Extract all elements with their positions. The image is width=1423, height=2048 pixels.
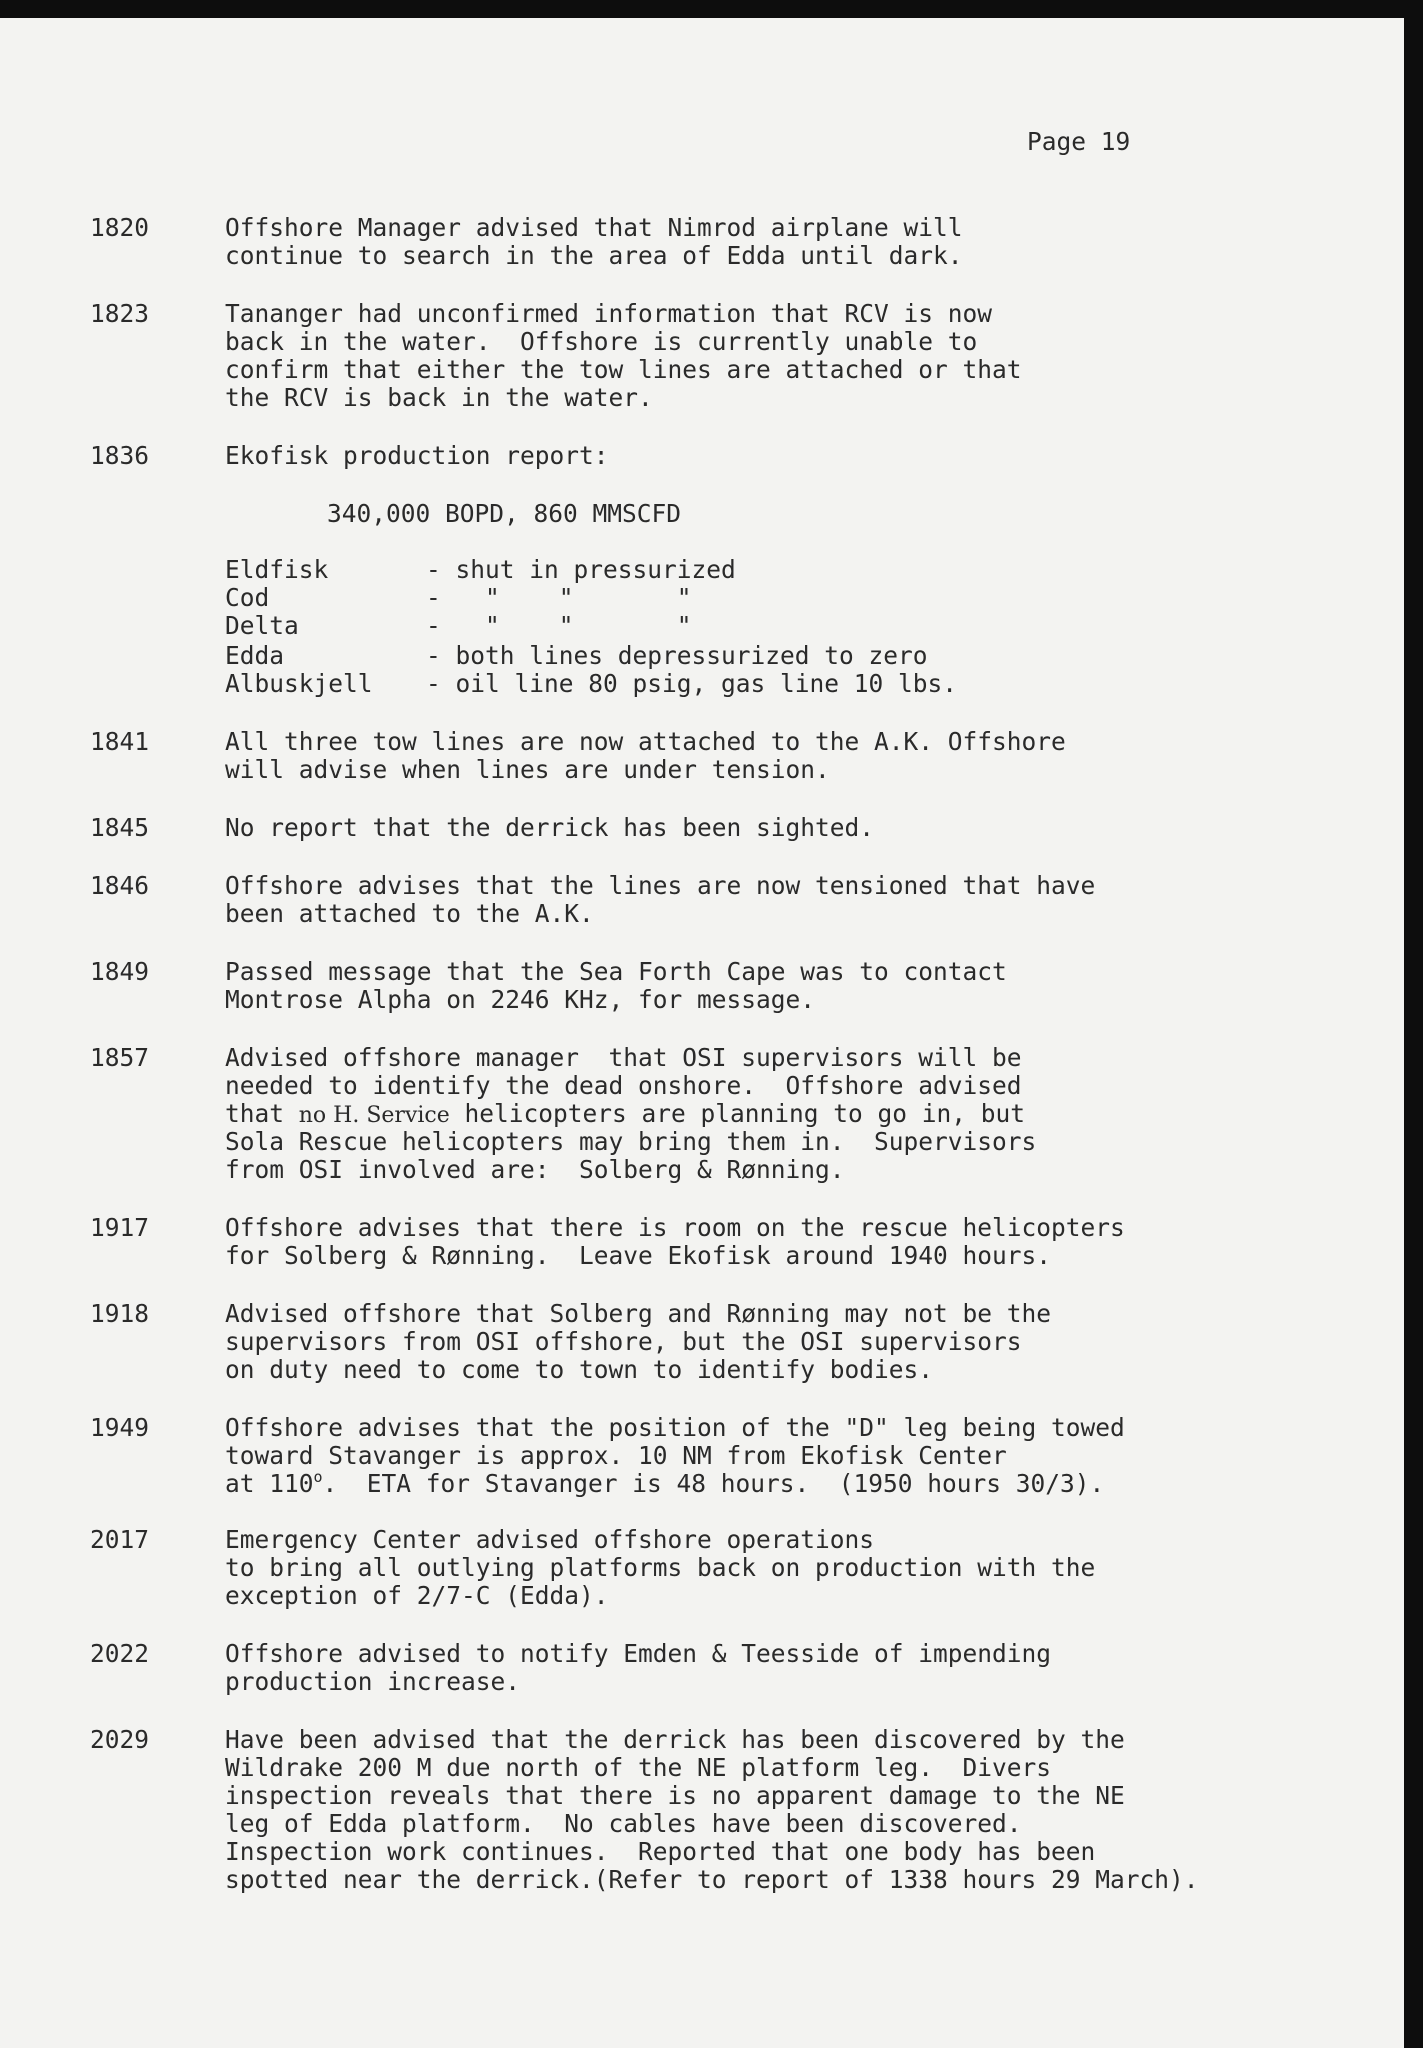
entry-text [225,1640,1051,1696]
entry-time: 1857 [90,1043,150,1072]
field-status: - " " " [426,583,692,612]
production-row [225,612,1125,640]
entry-time: 2017 [90,1525,150,1554]
entry-text [225,1726,1199,1894]
text-line: back in the water. Offshore is currently unable to [225,327,978,356]
text-line: confirm that either the tow lines are attached or that [225,355,1022,384]
text-fragment: helicopters are planning to go in, but [449,1099,1026,1128]
text-line: the RCV is back in the water. [225,383,653,412]
field-name: Edda [225,641,285,670]
production-row [225,642,1125,670]
text-line: All three tow lines are now attached to the A.K. Offshore [225,727,1066,756]
text-line: Montrose Alpha on 2246 KHz, for message. [225,985,816,1014]
handwritten-insertion: no H. Service [298,1103,450,1128]
text-line: production increase. [225,1667,521,1696]
production-row [225,584,1125,612]
text-line: exception of 2/7-C (Edda). [225,1581,609,1610]
entry-text [225,1526,1095,1610]
entry-text [225,1214,1125,1270]
text-line: needed to identify the dead onshore. Offshore advised [225,1071,1022,1100]
text-line: on duty need to come to town to identify bodies. [225,1355,934,1384]
entry-time: 2029 [90,1725,150,1754]
field-status: - both lines depressurized to zero [426,641,928,670]
text-line: Advised offshore that Solberg and Rønning may not be the [225,1299,1052,1328]
text-line: Inspection work continues. Reported that one body has been [225,1837,1096,1866]
entry-time: 1917 [90,1213,150,1242]
text-line: inspection reveals that there is no apparent damage to the NE [225,1781,1125,1810]
text-line: continue to search in the area of Edda until dark. [225,241,963,270]
entry-time: 1836 [90,441,150,470]
text-line [225,1470,1125,1498]
field-status: - shut in pressurized [426,555,736,584]
entry-text [225,1300,1051,1384]
production-summary: 340,000 BOPD, 860 MMSCFD [327,499,682,528]
entry-time: 1820 [90,213,150,242]
entry-time: 2022 [90,1639,150,1668]
production-row [225,670,1125,698]
text-line: toward Stavanger is approx. 10 NM from Ekofisk Center [225,1441,1007,1470]
page-number: Page 19 [1027,127,1131,156]
text-line: Ekofisk production report: [225,441,609,470]
text-line: for Solberg & Rønning. Leave Ekofisk around 1940 hours. [225,1241,1052,1270]
field-status: - oil line 80 psig, gas line 10 lbs. [426,669,958,698]
field-name: Eldfisk [225,555,329,584]
field-name: Delta [225,611,299,640]
text-line: Have been advised that the derrick has been discovered by the [225,1725,1125,1754]
text-line: from OSI involved are: Solberg & Rønning. [225,1155,845,1184]
entry-text [225,872,1095,928]
text-line: Tananger had unconfirmed information that RCV is now [225,299,993,328]
entry-time: 1841 [90,727,150,756]
text-line: No report that the derrick has been sighted. [225,813,875,842]
degree-mark: o [313,1468,323,1486]
entry-text [225,728,1066,784]
log-document [0,18,1404,2048]
entry-text [225,1044,1036,1184]
entry-text [225,442,609,470]
text-line: spotted near the derrick.(Refer to report of 1338 hours 29 March). [225,1865,1199,1894]
entry-text [225,1414,1125,1498]
field-status: - " " " [426,611,692,640]
text-line: Wildrake 200 M due north of the NE platform leg. Divers [225,1753,1052,1782]
production-row [225,556,1125,584]
entry-time: 1918 [90,1299,150,1328]
text-line: leg of Edda platform. No cables have been discovered. [225,1809,1022,1838]
entry-text [225,300,1022,412]
entry-time: 1849 [90,957,150,986]
text-line: Passed message that the Sea Forth Cape was to contact [225,957,1007,986]
text-line: been attached to the A.K. [225,899,594,928]
text-line: Offshore Manager advised that Nimrod airplane will [225,213,963,242]
text-line: Emergency Center advised offshore operations [225,1525,875,1554]
entry-text [225,814,874,842]
document-page [0,18,1404,2048]
entry-time: 1823 [90,299,150,328]
text-fragment: . ETA for Stavanger is 48 hours. (1950 hours 30/3). [322,1469,1105,1498]
entry-time: 1846 [90,871,150,900]
field-name: Albuskjell [225,669,373,698]
text-line: Offshore advised to notify Emden & Teesside of impending [225,1639,1052,1668]
entry-time: 1949 [90,1413,150,1442]
entry-time: 1845 [90,813,150,842]
field-name: Cod [225,583,270,612]
text-line: will advise when lines are under tension. [225,755,830,784]
text-line: Advised offshore manager that OSI supervisors will be [225,1043,1022,1072]
text-fragment: that [225,1099,299,1128]
text-line: Offshore advises that the position of the "D" leg being towed [225,1413,1125,1442]
text-fragment: at 110 [225,1469,314,1498]
text-line: Offshore advises that the lines are now tensioned that have [225,871,1096,900]
text-line: Sola Rescue helicopters may bring them in. Supervisors [225,1127,1037,1156]
text-line: supervisors from OSI offshore, but the OSI supervisors [225,1327,1022,1356]
entry-text [225,958,1007,1014]
text-line: Offshore advises that there is room on the rescue helicopters [225,1213,1125,1242]
text-line [225,1100,1036,1128]
entry-text [225,214,963,270]
text-line: to bring all outlying platforms back on production with the [225,1553,1096,1582]
